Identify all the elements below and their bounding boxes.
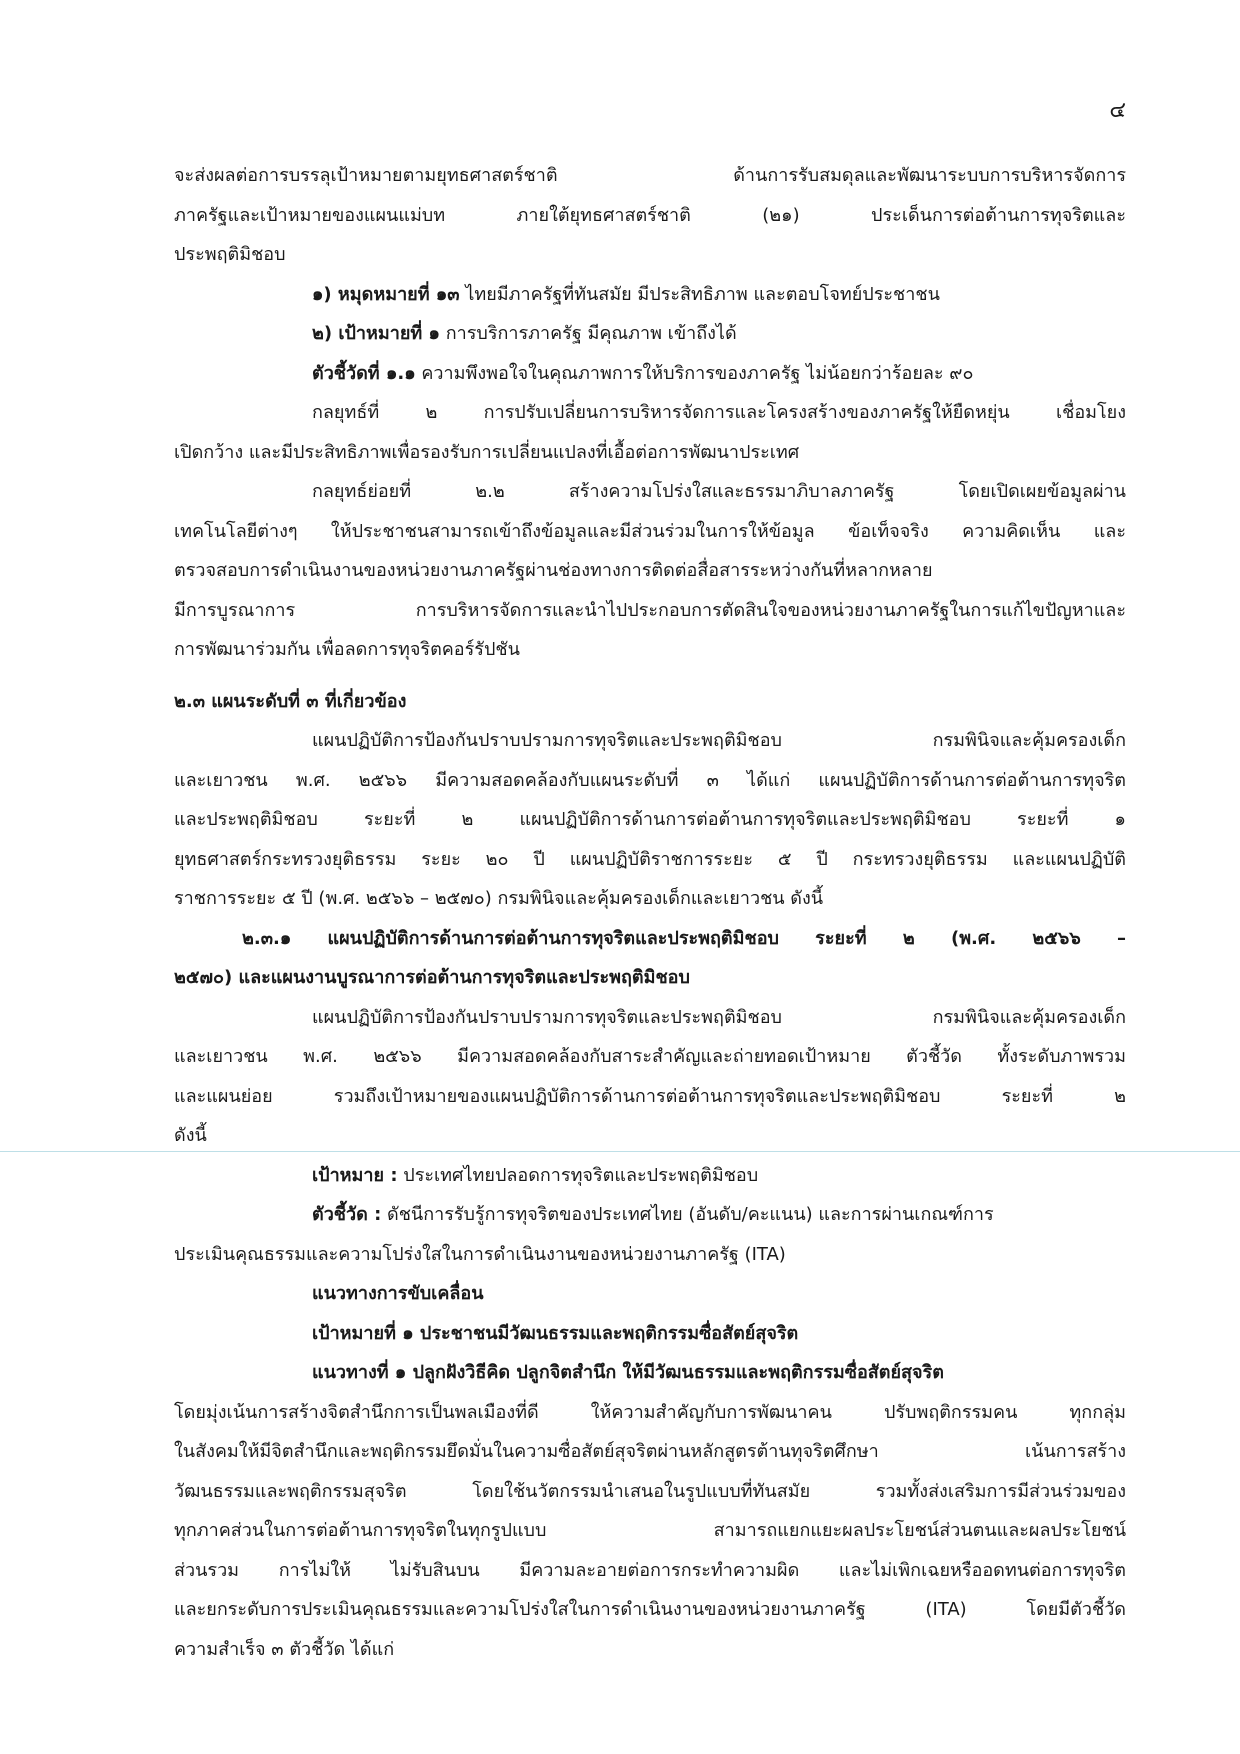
paragraph-line: แผนปฏิบัติการป้องกันปราบปรามการทุจริตและประพฤติมิชอบ กรมพินิจและคุ้มครองเด็ก xyxy=(312,1006,1126,1028)
paragraph-line: และแผนย่อย รวมถึงเป้าหมายของแผนปฏิบัติการด้านการต่อต้านการทุจริตและประพฤติมิชอบ ระยะที่ ๒ xyxy=(174,1085,1126,1107)
paragraph-line: ในสังคมให้มีจิตสำนึกและพฤติกรรมยึดมั่นในความซื่อสัตย์สุจริตผ่านหลักสูตรต้านทุจริตศึกษา เน้นการสร้าง xyxy=(174,1441,1126,1462)
item-indicator-1-1 xyxy=(174,354,1126,394)
paragraph-line: ดังนี้ xyxy=(174,1125,207,1146)
paragraph-line: ประพฤติมิชอบ xyxy=(174,244,286,265)
indicator-text: ดัชนีการรับรู้การทุจริตของประเทศไทย (อันดับ/คะแนน) และการผ่านเกณฑ์การ xyxy=(381,1204,994,1225)
drive-heading: แนวทางการขับเคลื่อน xyxy=(312,1283,484,1304)
indicator-line xyxy=(174,1195,1126,1235)
paragraph-line: ยุทธศาสตร์กระทรวงยุติธรรม ระยะ ๒๐ ปี แผนปฏิบัติราชการระยะ ๕ ปี กระทรวงยุติธรรม และแผนปฏิบัติ xyxy=(174,848,1126,870)
paragraph-line: ทุกภาคส่วนในการต่อต้านการทุจริตในทุกรูปแบบ สามารถแยกแยะผลประโยชน์ส่วนตนและผลประโยชน์ xyxy=(174,1520,1126,1541)
item-label: ๑) หมุดหมายที่ ๑๓ xyxy=(312,283,460,305)
paragraph-line: การพัฒนาร่วมกัน เพื่อลดการทุจริตคอร์รัปชัน xyxy=(174,639,520,660)
paragraph-line: จะส่งผลต่อการบรรลุเป้าหมายตามยุทธศาสตร์ชาติ ด้านการรับสมดุลและพัฒนาระบบการบริหารจัดการ xyxy=(174,165,1126,186)
paragraph-line: ตรวจสอบการดำเนินงานของหน่วยงานภาครัฐผ่านช่องทางการติดต่อสื่อสารระหว่างกันที่หลากหลาย xyxy=(174,560,933,581)
paragraph-line: และยกระดับการประเมินคุณธรรมและความโปร่งใสในการดำเนินงานของหน่วยงานภาครัฐ (ITA) โดยมีตัวชี้วัด xyxy=(174,1599,1126,1620)
paragraph-line: ส่วนรวม การไม่ให้ ไม่รับสินบน มีความละอายต่อการกระทำความผิด และไม่เพิกเฉยหรืออดทนต่อการทุจริต xyxy=(174,1559,1126,1581)
paragraph-line: แผนปฏิบัติการป้องกันปราบปรามการทุจริตและประพฤติมิชอบ กรมพินิจและคุ้มครองเด็ก xyxy=(312,730,1126,751)
paragraph-line: โดยมุ่งเน้นการสร้างจิตสำนึกการเป็นพลเมืองที่ดี ให้ความสำคัญกับการพัฒนาคน ปรับพฤติกรรมคน ทุกกลุ่ม xyxy=(174,1401,1126,1423)
target-label: เป้าหมาย : xyxy=(312,1164,398,1186)
paragraph-line: ภาครัฐและเป้าหมายของแผนแม่บท ภายใต้ยุทธศาสตร์ชาติ (๒๑) ประเด็นการต่อต้านการทุจริตและ xyxy=(174,204,1126,226)
section-heading-2-3-1-cont: ๒๕๗๐) และแผนงานบูรณาการต่อต้านการทุจริตและประพฤติมิชอบ xyxy=(174,967,690,988)
item-goal-1 xyxy=(174,314,1126,354)
approach-1-heading: แนวทางที่ ๑ ปลูกฝังวิธีคิด ปลูกจิตสำนึก ให้มีวัฒนธรรมและพฤติกรรมซื่อสัตย์สุจริต xyxy=(312,1362,944,1383)
paragraph-line: มีการบูรณาการ การบริหารจัดการและนำไปประกอบการตัดสินใจของหน่วยงานภาครัฐในการแก้ไขปัญหาและ xyxy=(174,599,1126,621)
paragraph-line: และเยาวชน พ.ศ. ๒๕๖๖ มีความสอดคล้องกับสาระสำคัญและถ่ายทอดเป้าหมาย ตัวชี้วัด ทั้งระดับภาพรวม xyxy=(174,1046,1126,1067)
paragraph-line: ความสำเร็จ ๓ ตัวชี้วัด ได้แก่ xyxy=(174,1638,395,1660)
section-heading-2-3-1: ๒.๓.๑ แผนปฏิบัติการด้านการต่อต้านการทุจริตและประพฤติมิชอบ ระยะที่ ๒ (พ.ศ. ๒๕๖๖ – xyxy=(242,927,1126,949)
document-body xyxy=(174,156,1126,1669)
item-text: ไทยมีภาครัฐที่ทันสมัย มีประสิทธิภาพ และตอบโจทย์ประชาชน xyxy=(459,283,940,305)
paragraph-line: และประพฤติมิชอบ ระยะที่ ๒ แผนปฏิบัติการด้านการต่อต้านการทุจริตและประพฤติมิชอบ ระยะที่ ๑ xyxy=(174,809,1126,830)
section-heading-2-3: ๒.๓ แผนระดับที่ ๓ ที่เกี่ยวข้อง xyxy=(174,690,407,712)
paragraph-line: เปิดกว้าง และมีประสิทธิภาพเพื่อรองรับการเปลี่ยนแปลงที่เอื้อต่อการพัฒนาประเทศ xyxy=(174,441,800,463)
item-text: ความพึงพอใจในคุณภาพการให้บริการของภาครัฐ ไม่น้อยกว่าร้อยละ ๙๐ xyxy=(415,362,974,384)
target-text: ประเทศไทยปลอดการทุจริตและประพฤติมิชอบ xyxy=(397,1164,759,1186)
paragraph-line: ประเมินคุณธรรมและความโปร่งใสในการดำเนินงานของหน่วยงานภาครัฐ (ITA) xyxy=(174,1243,786,1265)
item-label: ๒) เป้าหมายที่ ๑ xyxy=(312,323,440,344)
item-label: ตัวชี้วัดที่ ๑.๑ xyxy=(312,362,416,384)
scan-artifact-line xyxy=(0,1151,1240,1152)
item-text: การบริการภาครัฐ มีคุณภาพ เข้าถึงได้ xyxy=(440,323,737,344)
paragraph-line: และเยาวชน พ.ศ. ๒๕๖๖ มีความสอดคล้องกับแผนระดับที่ ๓ ได้แก่ แผนปฏิบัติการด้านการต่อต้านการทุจริต xyxy=(174,769,1126,791)
target-line xyxy=(174,1156,1126,1196)
paragraph-line: วัฒนธรรมและพฤติกรรมสุจริต โดยใช้นวัตกรรมนำเสนอในรูปแบบที่ทันสมัย รวมทั้งส่งเสริมการมีส่วนร่วมของ xyxy=(174,1480,1126,1502)
indicator-label: ตัวชี้วัด : xyxy=(312,1204,382,1225)
paragraph-line: กลยุทธ์ย่อยที่ ๒.๒ สร้างความโปร่งใสและธรรมาภิบาลภาครัฐ โดยเปิดเผยข้อมูลผ่าน xyxy=(312,481,1126,502)
paragraph-line: กลยุทธ์ที่ ๒ การปรับเปลี่ยนการบริหารจัดการและโครงสร้างของภาครัฐให้ยืดหยุ่น เชื่อมโยง xyxy=(312,402,1126,423)
page-number: ๔ xyxy=(1109,98,1126,123)
item-milestone-13 xyxy=(174,275,1126,315)
goal-1-heading: เป้าหมายที่ ๑ ประชาชนมีวัฒนธรรมและพฤติกรรมซื่อสัตย์สุจริต xyxy=(312,1322,799,1344)
paragraph-line: ราชการระยะ ๕ ปี (พ.ศ. ๒๕๖๖ – ๒๕๗๐) กรมพินิจและคุ้มครองเด็กและเยาวชน ดังนี้ xyxy=(174,888,824,909)
paragraph-line: เทคโนโลยีต่างๆ ให้ประชาชนสามารถเข้าถึงข้อมูลและมีส่วนร่วมในการให้ข้อมูล ข้อเท็จจริง ความคิดเห็น และ xyxy=(174,520,1126,542)
